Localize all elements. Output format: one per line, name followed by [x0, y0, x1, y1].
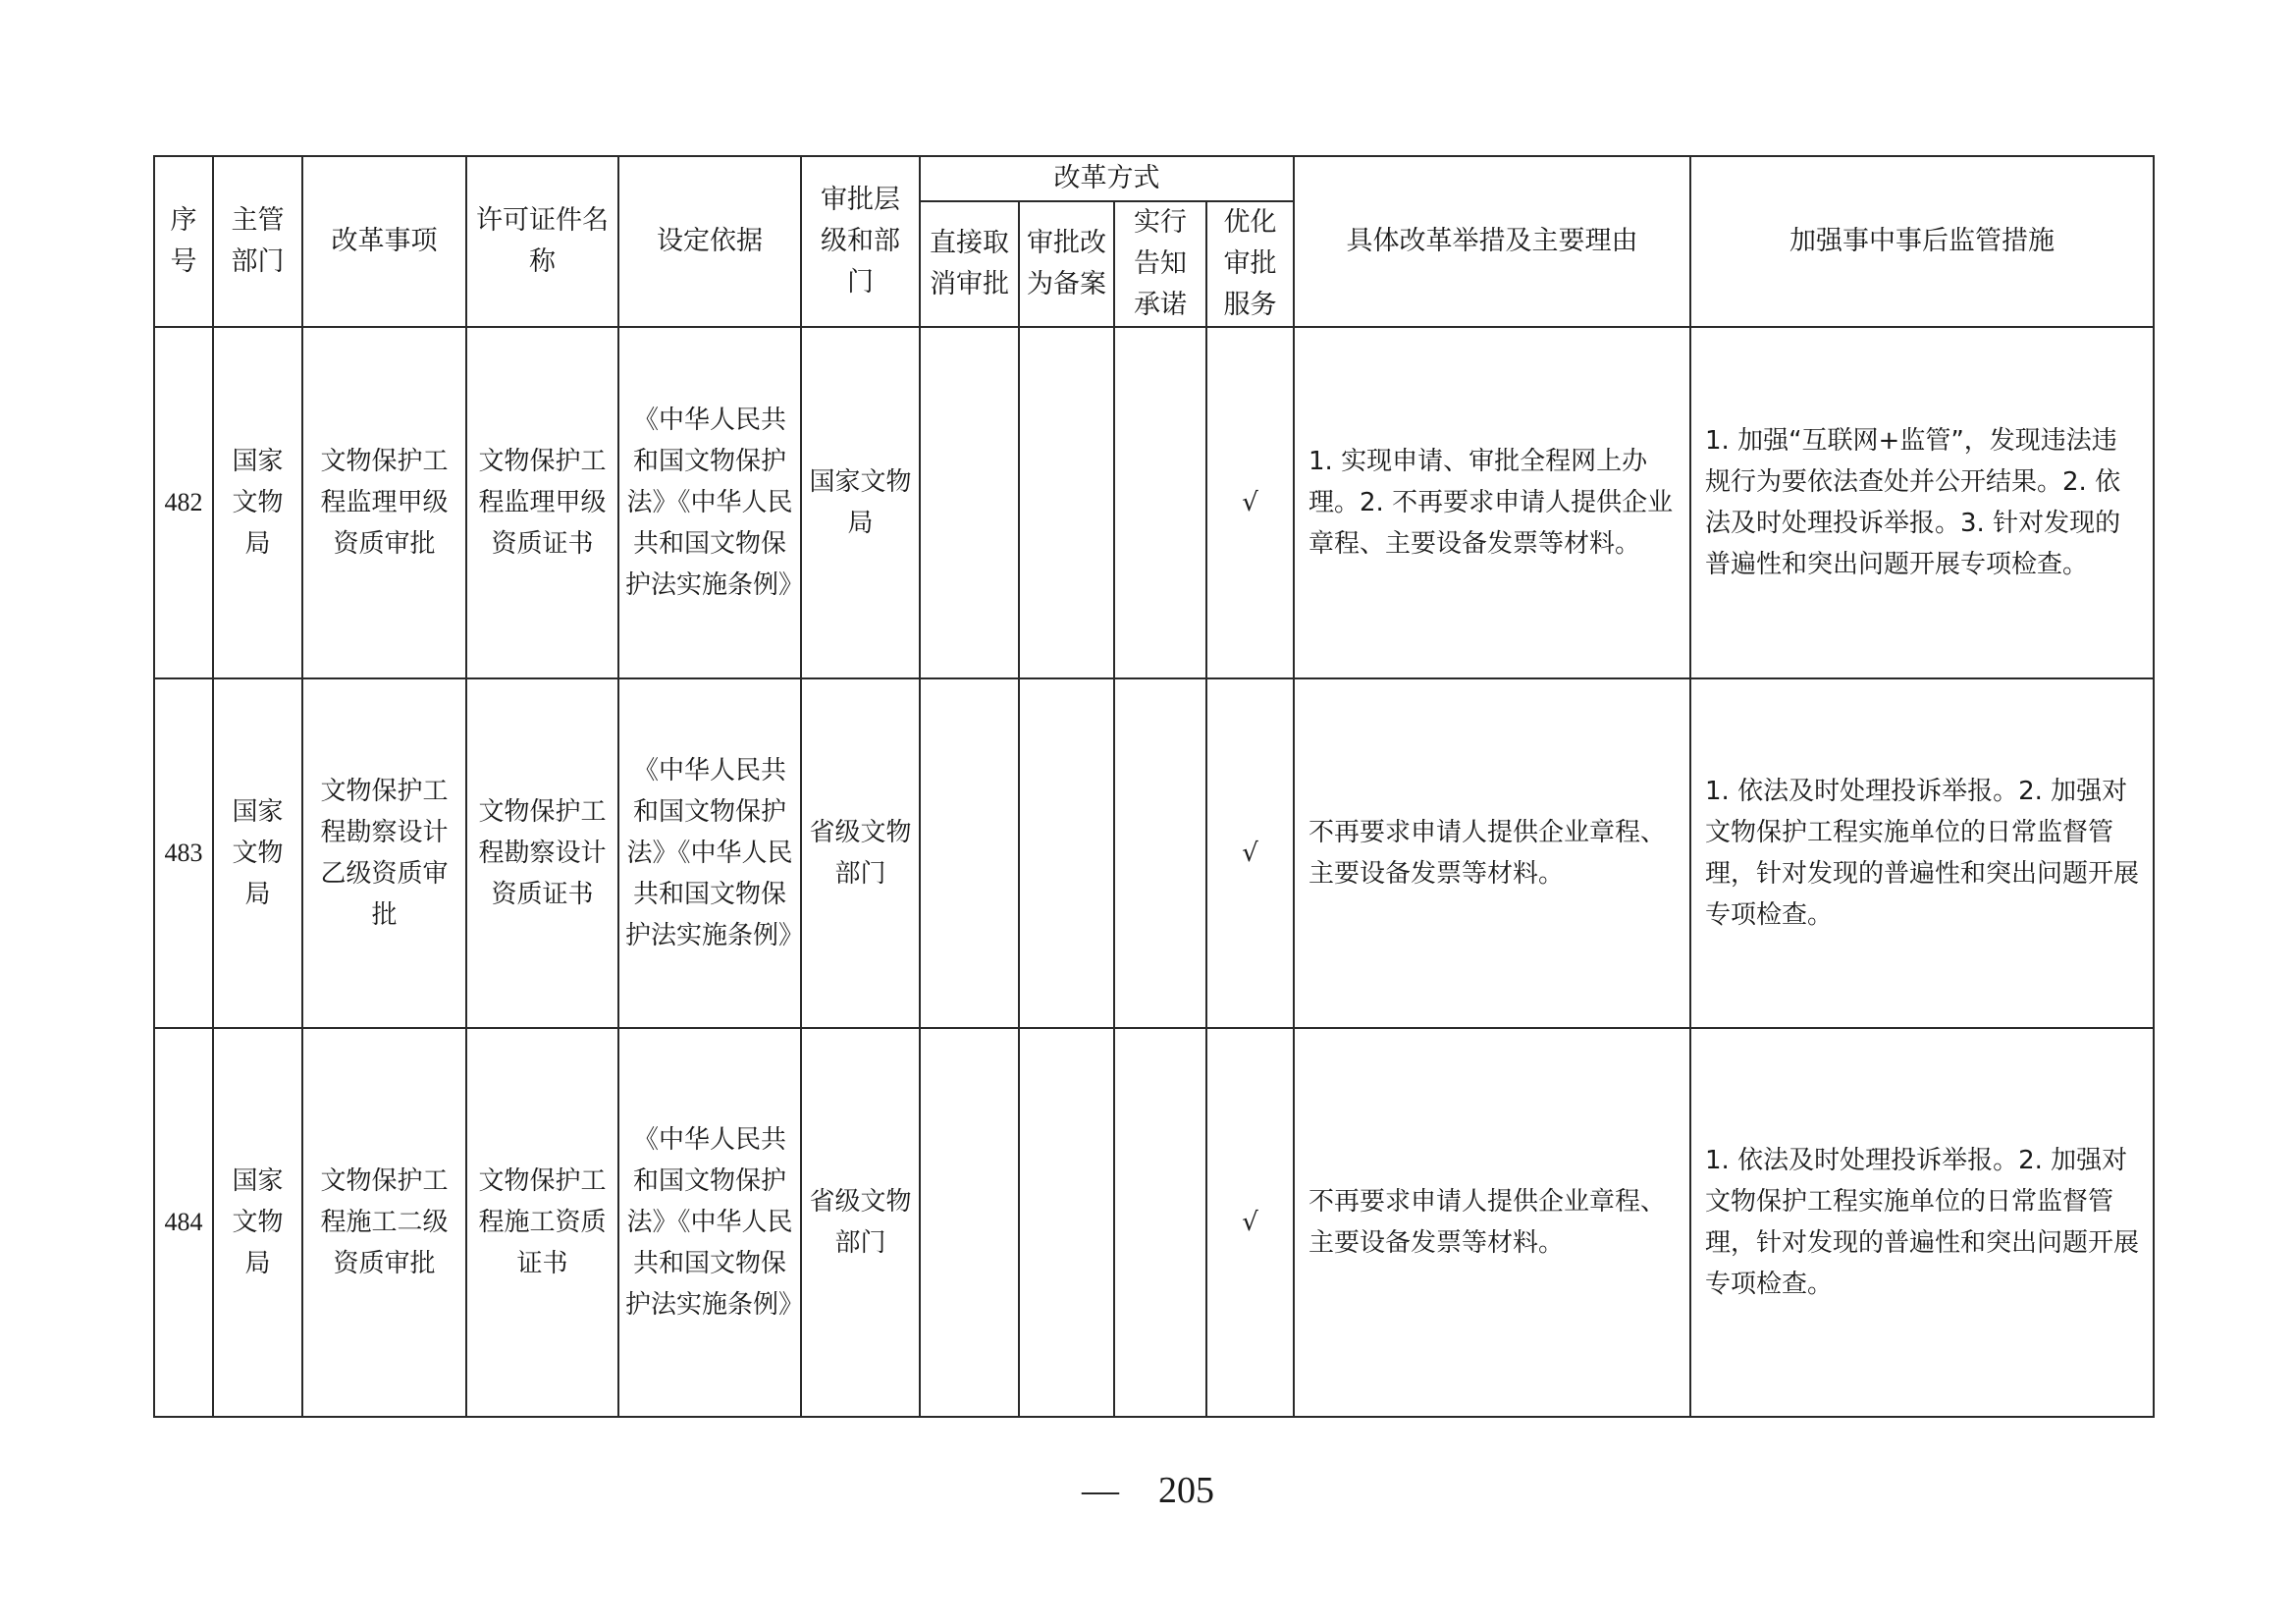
- row-basis: 《中华人民共和国文物保护法》《中华人民共和国文物保护法实施条例》: [618, 327, 801, 678]
- row-mode-cancel: [920, 678, 1019, 1028]
- header-cert: 许可证件名称: [466, 156, 618, 327]
- row-supervision: 1. 加强“互联网+监管”，发现违法违规行为要依法查处并公开结果。2. 依法及时处理投诉举报。3. 针对发现的普遍性和突出问题开展专项检查。: [1690, 327, 2154, 678]
- row-mode-commit: [1114, 327, 1206, 678]
- row-mode-commit: [1114, 678, 1206, 1028]
- row-dept: 国家文物局: [213, 327, 302, 678]
- header-measures: 具体改革举措及主要理由: [1294, 156, 1690, 327]
- header-supervision: 加强事中事后监管措施: [1690, 156, 2154, 327]
- row-measures: 不再要求申请人提供企业章程、主要设备发票等材料。: [1294, 1028, 1690, 1417]
- header-seq: 序号: [154, 156, 213, 327]
- row-mode-optimize-check: √: [1206, 1028, 1294, 1417]
- row-supervision: 1. 依法及时处理投诉举报。2. 加强对文物保护工程实施单位的日常监督管理，针对发现的普遍性和突出问题开展专项检查。: [1690, 678, 2154, 1028]
- header-mode-group: 改革方式: [920, 156, 1294, 201]
- row-mode-commit: [1114, 1028, 1206, 1417]
- footer-dash: —: [1082, 1470, 1119, 1511]
- header-mode-optimize: 优化审批服务: [1206, 201, 1294, 327]
- header-dept: 主管部门: [213, 156, 302, 327]
- table-row: [154, 327, 2154, 678]
- row-item: 文物保护工程勘察设计乙级资质审批: [302, 678, 466, 1028]
- row-basis: 《中华人民共和国文物保护法》《中华人民共和国文物保护法实施条例》: [618, 678, 801, 1028]
- row-level: 省级文物部门: [801, 678, 920, 1028]
- reform-table: [153, 155, 2155, 1418]
- header-basis: 设定依据: [618, 156, 801, 327]
- header-row-1: [154, 156, 2154, 201]
- header-mode-commit: 实行告知承诺: [1114, 201, 1206, 327]
- header-mode-cancel: 直接取消审批: [920, 201, 1019, 327]
- row-cert: 文物保护工程勘察设计资质证书: [466, 678, 618, 1028]
- row-mode-record: [1019, 1028, 1114, 1417]
- row-cert: 文物保护工程施工资质证书: [466, 1028, 618, 1417]
- row-dept: 国家文物局: [213, 678, 302, 1028]
- page-footer: [0, 1469, 2296, 1512]
- row-mode-cancel: [920, 1028, 1019, 1417]
- row-basis: 《中华人民共和国文物保护法》《中华人民共和国文物保护法实施条例》: [618, 1028, 801, 1417]
- row-mode-record: [1019, 327, 1114, 678]
- row-measures: 不再要求申请人提供企业章程、主要设备发票等材料。: [1294, 678, 1690, 1028]
- row-supervision: 1. 依法及时处理投诉举报。2. 加强对文物保护工程实施单位的日常监督管理，针对发现的普遍性和突出问题开展专项检查。: [1690, 1028, 2154, 1417]
- row-seq: 482: [154, 327, 213, 678]
- row-level: 省级文物部门: [801, 1028, 920, 1417]
- row-mode-optimize-check: √: [1206, 327, 1294, 678]
- row-mode-record: [1019, 678, 1114, 1028]
- row-item: 文物保护工程监理甲级资质审批: [302, 327, 466, 678]
- row-seq: 484: [154, 1028, 213, 1417]
- table-row: [154, 1028, 2154, 1417]
- header-level: 审批层级和部门: [801, 156, 920, 327]
- page-number: 205: [1158, 1470, 1214, 1511]
- header-mode-record: 审批改为备案: [1019, 201, 1114, 327]
- header-item: 改革事项: [302, 156, 466, 327]
- row-seq: 483: [154, 678, 213, 1028]
- row-mode-optimize-check: √: [1206, 678, 1294, 1028]
- row-measures: 1. 实现申请、审批全程网上办理。2. 不再要求申请人提供企业章程、主要设备发票等材料。: [1294, 327, 1690, 678]
- table-row: [154, 678, 2154, 1028]
- row-mode-cancel: [920, 327, 1019, 678]
- row-level: 国家文物局: [801, 327, 920, 678]
- row-item: 文物保护工程施工二级资质审批: [302, 1028, 466, 1417]
- row-cert: 文物保护工程监理甲级资质证书: [466, 327, 618, 678]
- row-dept: 国家文物局: [213, 1028, 302, 1417]
